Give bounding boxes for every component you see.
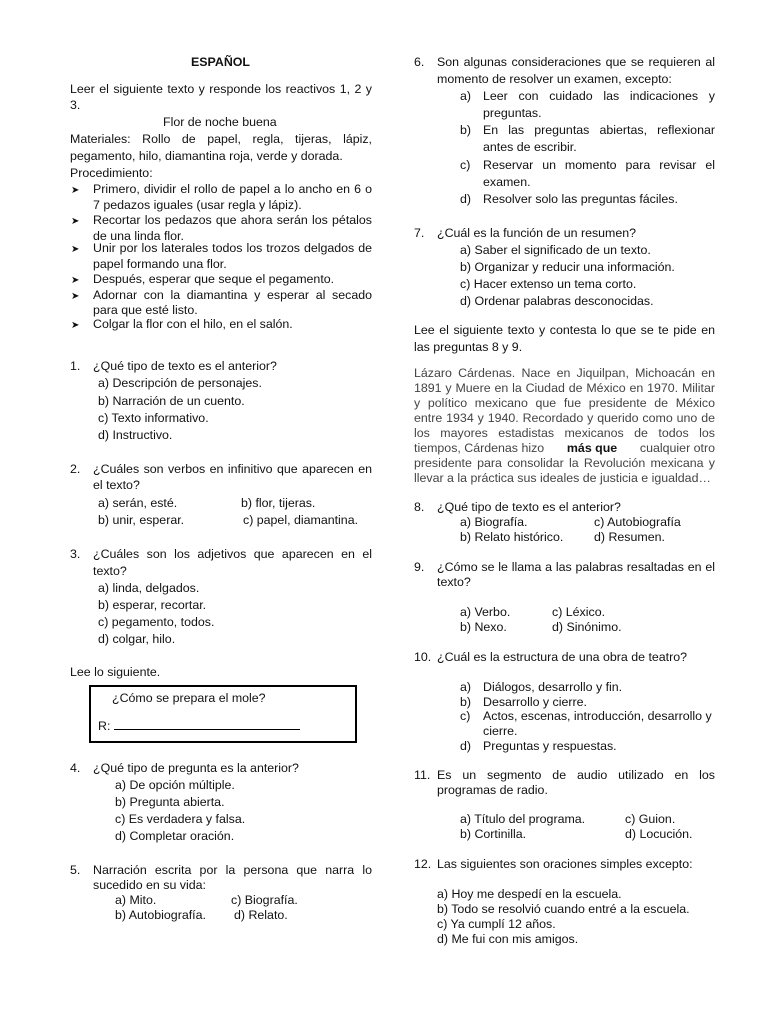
option-letter: c) [460,709,471,723]
step-line: Recortar los pedazos que ahora serán los pétalos [93,213,372,227]
step-line: 7 pedazos iguales (usar regla y lápiz). [93,198,302,212]
answer-option: Actos, escenas, introducción, desarrollo y [483,709,712,723]
answer-option: examen. [483,175,531,189]
answer-option: c) Ya cumplí 12 años. [437,917,556,931]
read-instruction: Lee el siguiente texto y contesta lo que se te pide en [414,323,715,337]
answer-option: b) Cortinilla. [460,827,527,841]
box-question: ¿Cómo se prepara el mole? [112,691,266,705]
highlighted-words: más que [566,441,618,455]
arrow-bullet-icon: ➤ [71,216,80,227]
question-number: 8. [414,500,425,514]
answer-option: a) Descripción de personajes. [98,376,262,390]
answer-option: d) colgar, hilo. [98,632,176,646]
question-number: 3. [70,547,81,561]
answer-option: Resolver solo las preguntas fáciles. [483,192,678,206]
arrow-bullet-icon: ➤ [71,320,80,331]
option-letter: d) [460,739,472,753]
read-instruction: las preguntas 8 y 9. [414,340,523,354]
answer-option: a) Hoy me despedí en la escuela. [437,887,622,901]
answer-option: Preguntas y respuestas. [483,739,617,753]
question-text: ¿Cuáles son verbos en infinitivo que aparecen en [93,462,372,476]
question-text: ¿Qué tipo de texto es el anterior? [437,500,621,514]
question-number: 4. [70,761,81,775]
arrow-bullet-icon: ➤ [71,291,80,302]
passage-text: tiempos, Cárdenas hizo [414,441,545,455]
intro-text-2: 3. [70,98,81,112]
passage-line [414,441,715,456]
question-text: texto? [437,575,471,589]
question-text: ¿Qué tipo de texto es el anterior? [93,359,277,373]
answer-option: c) papel, diamantina. [243,513,359,527]
answer-option: b) esperar, recortar. [98,598,207,612]
answer-option: d) Relato. [234,908,288,922]
passage-line: presidente para consolidar la Revolución mexicana y [414,456,715,470]
answer-option: a) Verbo. [460,605,511,619]
passage-line: llevar a la práctica sus ideales de justicia e igualdad… [414,471,711,485]
answer-option: a) linda, delgados. [98,581,200,595]
question-number: 6. [414,55,425,69]
question-text: sucedido en su vida: [93,878,206,892]
arrow-bullet-icon: ➤ [71,185,80,196]
answer-option: d) Ordenar palabras desconocidas. [460,294,654,308]
answer-option: c) Hacer extenso un tema corto. [460,277,637,291]
answer-option: Desarrollo y cierre. [483,695,587,709]
answer-option: d) Sinónimo. [552,620,622,634]
answer-option: b) Relato histórico. [460,530,564,544]
option-letter: b) [460,695,472,709]
option-letter: a) [460,89,472,103]
question-text: Narración escrita por la persona que narra lo [93,863,372,877]
arrow-bullet-icon: ➤ [71,244,80,255]
answer-option: b) Autobiografía. [115,908,206,922]
step-line: Colgar la flor con el hilo, en el salón. [93,317,293,331]
question-number: 5. [70,863,81,877]
passage-line: los mayores estadistas mexicanos de todos los [414,426,715,440]
step-line: Unir por los laterales todos los trozos delgados de [93,241,372,255]
option-letter: a) [460,680,472,694]
answer-option: c) Léxico. [552,605,606,619]
answer-option: d) Me fui con mis amigos. [437,932,579,946]
answer-option: b) Organizar y reducir una información. [460,260,675,274]
answer-option: c) Texto informativo. [98,411,209,425]
question-text: ¿Cuál es la estructura de una obra de teatro? [437,650,688,664]
option-letter: c) [460,158,471,172]
answer-option: Reservar un momento para revisar el [483,158,715,172]
step-line: Después, esperar que seque el pegamento. [93,272,335,286]
answer-option: b) Narración de un cuento. [98,394,245,408]
question-text: ¿Cuáles son los adjetivos que aparecen en el [93,547,372,561]
answer-label: R: [98,719,111,733]
question-text: texto? [93,564,127,578]
arrow-bullet-icon: ➤ [71,275,80,286]
option-letter: b) [460,123,472,137]
reading-title: Flor de noche buena [163,115,277,129]
question-text: el texto? [93,478,140,492]
question-number: 10. [414,650,432,664]
answer-option: c) Guion. [625,812,676,826]
question-text: Son algunas consideraciones que se requieren al [437,55,715,69]
step-line: papel formando una flor. [93,257,227,271]
passage-text: cualquier otro [639,441,715,455]
answer-option: a) Biografía. [460,515,528,529]
page-title: ESPAÑOL [191,55,250,69]
answer-option: d) Completar oración. [115,829,235,843]
question-number: 7. [414,226,425,240]
answer-option: Leer con cuidado las indicaciones y [483,89,715,103]
question-number: 12. [414,857,432,871]
answer-option: a) serán, esté. [98,496,178,510]
answer-option: b) unir, esperar. [98,513,185,527]
passage-line: entre 1934 y 1940. Recordado y querido como uno de [414,411,715,425]
question-text: ¿Cómo se le llama a las palabras resaltadas en el [437,560,715,574]
option-letter: d) [460,192,472,206]
answer-option: a) Título del programa. [460,812,586,826]
answer-option: b) Pregunta abierta. [115,795,225,809]
answer-option: b) flor, tijeras. [241,496,316,510]
question-text: programas de radio. [437,783,548,797]
answer-option: d) Locución. [625,827,693,841]
answer-option: En las preguntas abiertas, reflexionar [483,123,715,137]
question-text: ¿Cuál es la función de un resumen? [437,226,637,240]
passage-line: y político mexicano que fue presidente de México [414,396,715,410]
step-line: Adornar con la diamantina y esperar al secado [93,288,372,302]
step-line: de una linda flor. [93,229,184,243]
answer-option: a) De opción múltiple. [115,778,235,792]
answer-option: a) Saber el significado de un texto. [460,243,651,257]
answer-option: b) Nexo. [460,620,507,634]
intro-text: Leer el siguiente texto y responde los reactivos 1, 2 y [70,82,372,96]
answer-option: d) Instructivo. [98,428,173,442]
answer-option: Diálogos, desarrollo y fin. [483,680,623,694]
question-number: 9. [414,560,425,574]
question-number: 1. [70,359,81,373]
question-text: Es un segmento de audio utilizado en los [437,768,715,782]
question-text: ¿Qué tipo de pregunta es la anterior? [93,761,299,775]
step-line: Primero, dividir el rollo de papel a lo ancho en 6 o [93,182,372,196]
materials-line: Materiales: Rollo de papel, regla, tijeras, lápiz, [70,132,372,146]
answer-option: c) Autobiografía [594,515,681,529]
question-text: Las siguientes son oraciones simples excepto: [437,857,693,871]
passage-line: Lázaro Cárdenas. Nace en Jiquilpan, Michoacán en [414,366,715,380]
read-instruction: Lee lo siguiente. [70,665,161,679]
answer-option: d) Resumen. [594,530,665,544]
answer-option: a) Mito. [115,893,157,907]
step-line: para que esté listo. [93,303,198,317]
answer-line[interactable] [98,718,300,734]
materials-line-2: pegamento, hilo, diamantina roja, verde y dorada. [70,149,343,163]
answer-option: c) Es verdadera y falsa. [115,812,246,826]
answer-blank[interactable] [114,718,300,730]
answer-option: cierre. [483,724,518,738]
answer-option: b) Todo se resolvió cuando entré a la escuela. [437,902,690,916]
question-number: 11. [414,768,431,782]
passage-line: 1891 y Muere en la Ciudad de México en 1970. Militar [414,381,715,395]
question-number: 2. [70,462,81,476]
answer-option: c) pegamento, todos. [98,615,215,629]
procedure-label: Procedimiento: [70,166,153,180]
answer-option: preguntas. [483,106,542,120]
question-text: momento de resolver un examen, excepto: [437,72,672,86]
answer-option: c) Biografía. [231,893,298,907]
answer-option: antes de escribir. [483,140,577,154]
